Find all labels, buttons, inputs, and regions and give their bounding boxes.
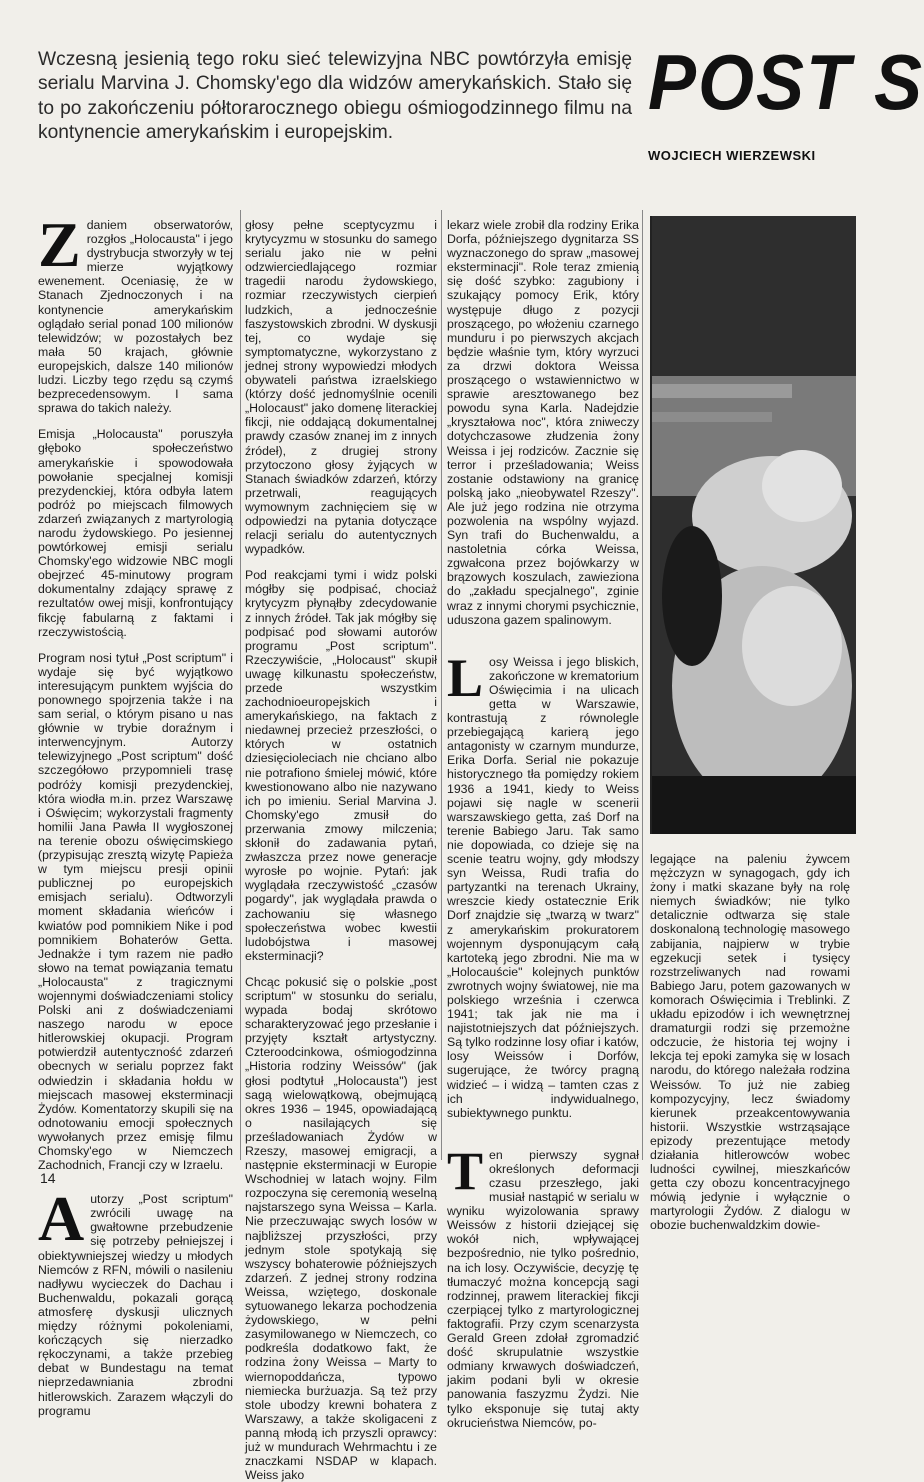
drop-cap: T: [447, 1140, 484, 1201]
drop-cap: L: [447, 647, 484, 708]
page-number: 14: [40, 1170, 56, 1186]
text-column-4: [650, 852, 850, 1233]
paragraph: Pod reakcjami tymi i widz polski mógłby się podpisać, chociaż krytycyzm płynąłby zdecydowanie z innych źródeł. Tak jak mógłby się podpisać pod słowami autorów programu „Post scriptum". Rzeczywiście, „Holocaust" skupił uwagę kilkunastu społeczeństw, przede wszystkim zachodnioeuropejskich i amerykańskiego, na faktach z niedawnej przecież przeszłości, o których w ostatnich dziesięcioleciach nie chciano albo nie potrafiono śmielej mówić, które kwestionowano albo nie nazywano ich po imieniu. Serial Marvina J. Chomsky'ego zmusił do przerwania zmowy milczenia; skłonił do zadawania pytań, zwłaszcza przez nowe generacje wyrosłe po wojnie. Pytań: jak wyglądała rzeczywistość „czasów pogardy", jak wyglądała prawda o zachowaniu się własnego społeczeństwa wobec kwestii ludobójstwa i masowej eksterminacji?: [245, 568, 437, 963]
paragraph-text: daniem obserwatorów, rozgłos „Holocausta" i jego dystrybucja stworzyły w tej mierze wyjątkowy ewenement. Oceniasię, że w Stanach Zjednoczonych i na kontynencie amerykańskim oglądało serial ponad 100 milionów telewidzów; w pozostałych bez mała 50 krajach, głównie europejskich, dalsze 140 milionów ludzi. Liczby tego rzędu są czymś bezprecedensowym. I sama sprawa do takich należy.: [38, 218, 233, 416]
text-column-3: [447, 218, 639, 1430]
column-rule: [240, 210, 241, 1160]
paragraph: [447, 647, 639, 1120]
text-column-2: [245, 218, 437, 1482]
paragraph: [447, 1140, 639, 1430]
paragraph: Emisja „Holocausta" poruszyła głęboko społeczeństwo amerykańskie i spowodowała powołanie specjalnej komisji prezydenckiej, która odbyła latem podróż po miejscach filmowych zdarzeń związanych z martyrologią narodu żydowskiego. Po jesiennej powtórkowej emisji serialu Chomsky'ego widzowie NBC mogli obejrzeć 45-minutowy program dokumentalny zdający sprawę z rezultatów owej misji, konfrontujący fikcję fabularną z faktami i rzeczywistością.: [38, 427, 233, 639]
text-column-1: [38, 209, 233, 1418]
paragraph-text: osy Weissa i jego bliskich, zakończone w krematorium Oświęcimia i na ulicach getta w Warszawie, kontrastują z równolegle przebiegającą karierą jego antagonisty w czarnym mundurze, Erika Dorfa. Serial nie pokazuje historycznego tła pomiędzy rokiem 1936 a 1941, kiedy to Weiss pojawi się nagle w scenerii warszawskiego getta, zaś Dorf na terenie Babiego Jaru. Tak samo nie dopowiada, co dzieje się na scenie teatru wojny, gdy młodszy syn Weissa, Rudi trafia do partyzantki na terenach Ukrainy, wreszcie kiedy ostatecznie Erik Dorf znajdzie się „twarzą w twarz" z amerykańskim prokuratorem wojennym dysponującym całą kartoteką jego zbrodni. Nie ma w „Holocauście" kolejnych punktów zwrotnych wojny światowej, nie ma polskiego września i czerwca 1941; tak jak nie ma i najistotniejszych dat późniejszych. Są tylko rodzinne losy ofiar i katów, losy Weissów i Dorfów, sugerujące, że twórcy pragną widzieć – i widzą – tamten czas z ich indywidualnego, subiektywnego punktu.: [447, 654, 639, 1120]
article-headline: POST S: [648, 39, 924, 127]
paragraph: lekarz wiele zrobił dla rodziny Erika Dorfa, późniejszego dygnitarza SS wyznaczonego do spraw „masowej eksterminacji". Role teraz zmienią się dość szybko: zagubiony i szukający pomocy Erik, który występuje długo z pozycji proszącego, po włożeniu czarnego munduru i po pierwszych akcjach będzie właśnie tym, który wyrzuci za drzwi doktora Weissa proszącego o wstawiennictwo w sprawie aresztowanego bez powodu syna Karla. Nadejdzie „kryształowa noc", która zniweczy dotychczasowe złudzenia żony Weissa i jej rodziców. Zacznie się terror i prześladowania; Weiss zostanie odstawiony na granicę polską jako „nieobywatel Rzeszy". Ale już jego rodzina nie otrzyma pozwolenia na wspólny wyjazd. Syn trafi do Buchenwaldu, a nastoletnia córka Weissa, zgwałcona przez bojówkarzy w brązowych koszulach, zawieziona do „zakładu specjalnego", zginie wraz z innymi chorymi psychicznie, uduszona gazem spalinowym.: [447, 218, 639, 627]
photo-illustration: [652, 216, 856, 834]
paragraph: [38, 1183, 233, 1418]
paragraph: Program nosi tytuł „Post scriptum" i wydaje się być wyjątkowo interesującym punktem wyjścia do ponownego spojrzenia także i na sam serial, o którym pisano u nas głównie w trybie doraźnym i interwencyjnym. Autorzy telewizyjnego „Post scriptum" dość szczegółowo przypomnieli trasę podróży komisji prezydenckiej, która wiodła m.in. przez Warszawę i Oświęcim; wykorzystali fragmenty homilii Jana Pawła II wygłoszonej na terenie obozu oświęcimskiego (przypisując zresztą wizytę Papieża w tym miejscu presji opinii publicznej po europejskich emisjach serialu). Odtworzyli moment składania wieńców i kwiatów pod pomnikiem Nike i pod pomnikiem Bohaterów Getta. Jednakże i tym razem nie padło słowo na temat powiązania tematu „Holocausta" z tragicznymi wojennymi doświadczeniami stolicy Polski ani z doświadczeniami naszego narodu w epoce hitlerowskiej okupacji. Program potwierdził autentyczność zdarzeń obecnych w serialu poprzez fakt odwiedzin i składania hołdu w miejscach masowej eksterminacji Żydów. Komentatorzy skupili się na odnotowaniu emocji społecznych wywołanych przez emisję filmu Chomsky'ego w Niemczech Zachodnich, Francji czy w Izraelu.: [38, 650, 233, 1173]
drop-cap: Z: [38, 209, 81, 280]
author-byline: WOJCIECH WIERZEWSKI: [648, 148, 816, 163]
paragraph: głosy pełne sceptycyzmu i krytycyzmu w stosunku do samego serialu jako nie w pełni odzwierciedlającego rozmiar tragedii narodu żydowskiego, rozmiar rzeczywistych cierpień ludzkich, a jednocześnie faszystowskich zbrodni. W dyskusji tej, co wydaje się symptomatyczne, wykorzystano z jednej strony wypowiedzi młodych obywateli państwa izraelskiego (którzy dość jednomyślnie ocenili „Holocaust" jako domenę literackiej fikcji, nie oddającą dokumentalnej prawdy czasów znanej im z innych źródeł), z drugiej strony przytoczono głosy żyjących w Stanach świadków zdarzeń, którzy przetrwali, reagujących wymownym zachnięciem się w odpowiedzi na pytania dotyczące relacji serialu do autentycznych wypadków.: [245, 218, 437, 557]
column-rule: [441, 210, 442, 1160]
paragraph: [38, 209, 233, 416]
paragraph-text: utorzy „Post scriptum" zwrócili uwagę na gwałtowne przebudzenie się potrzeby pełniejszej i obiektywniejszej wiedzy u młodych Niemców z RFN, mówili o nasileniu nadływu wycieczek do Dachau i Buchenwaldu, pokazali gorącą atmosferę dyskusji ulicznych między różnymi pokoleniami, kończących się nierzadko rękoczynami, a także przebieg debat w Bundestagu na temat nieprzedawniania zbrodni hitlerowskich. Zarazem włączyli do programu: [38, 1192, 233, 1418]
article-photo: [650, 216, 856, 834]
lead-paragraph: Wczesną jesienią tego roku sieć telewizyjna NBC powtórzyła emisję serialu Marvina J. Chomsky'ego dla widzów amerykańskich. Stało się to po zakończeniu półtorarocznego obiegu ośmiogodzinnego filmu na kontynencie amerykańskim i europejskim.: [38, 49, 632, 144]
drop-cap: A: [38, 1183, 85, 1255]
column-rule: [642, 210, 643, 1160]
paragraph-text: en pierwszy sygnał określonych deformacji czasu przeszłego, jaki musiał nastąpić w serialu w wyniku wyizolowania sprawy Weissów z historii dziejącej się wokół nich, wpływającej bezpośrednio, nie tylko pośrednio, na ich losy. Oczywiście, decyzję tę tłumaczyć można koncepcją sagi rodzinnej, prawem literackiej fikcji czerpiącej tylko z martyrologicznej faktografii. Przy czym scenarzysta Gerald Green zdołał zgromadzić dość skrupulatnie wszystkie odmiany krwawych doświadczeń, jakim podani byli w okresie panowania faszyzmu Żydzi. Nie tylko eksponuje się tutaj akty okrucieństwa Niemców, po-: [447, 1147, 639, 1430]
paragraph: legające na paleniu żywcem mężczyzn w synagogach, gdy ich żony i matki skazane były na rolę niemych świadków; nie tylko detalicznie odtwarza się stale doskonaloną technologię masowego zabijania, najpierw w trybie egzekucji setek i tysięcy rozstrzeliwanych nad rowami Babiego Jaru, potem gazowanych w komorach Oświęcimia i Treblinki. Z układu epizodów i ich wewnętrznej dramaturgii rodzi się przemożne odczucie, że historia tej wojny i lekcja tej epoki zamyka się w losach narodu, do którego należała rodzina Weissów. To już nie zabieg kompozycyjny, lecz świadomy kierunek przeakcentowywania historii. Wszystkie wstrząsające epizody prezentujące metody działania hitlerowców wobec ludności cywilnej, mieszkańców getta czy obozu koncentracyjnego mówią jedynie i wyłącznie o martyrologii Żydów. Z dialogu w obozie buchenwaldzkim dowie-: [650, 852, 850, 1233]
paragraph: Chcąc pokusić się o polskie „post scriptum" w stosunku do serialu, wypada bodaj skrótowo scharakteryzować jego przesłanie i przyjęty kształt artystyczny. Czteroodcinkowa, ośmiogodzinna „Historia rodziny Weissów" (jak głosi podtytuł „Holocausta") jest sagą wielowątkową, obejmującą okres 1936 – 1945, opowiadającą o nasilających się prześladowaniach Żydów w Rzeszy, masowej emigracji, a następnie eksterminacji w Europie Wschodniej w latach wojny. Film rozpoczyna się ceremonią weselną najstarszego syna Weissa – Karla. Nie przeczuwając swych losów w najbliższej przyszłości, przy jednym stole spotykają się wszyscy bohaterowie późniejszych zdarzeń. Z jednej strony rodzina Weissa, wziętego, doskonale sytuowanego lekarza pochodzenia żydowskiego, w pełni zasymilowanego w Niemczech, co podkreśla dodatkowo fakt, że rodzina żony Weissa – Marty to wiernopoddańcza, typowo niemiecka burżuazja. Są też przy stole ubodzy krewni bohatera z Warszawy, a także skoligaceni z panną młodą ich przyszli oprawcy: już w mundurach Wehrmachtu i ze znaczkami NSDAP w klapach. Weiss jako: [245, 974, 437, 1482]
